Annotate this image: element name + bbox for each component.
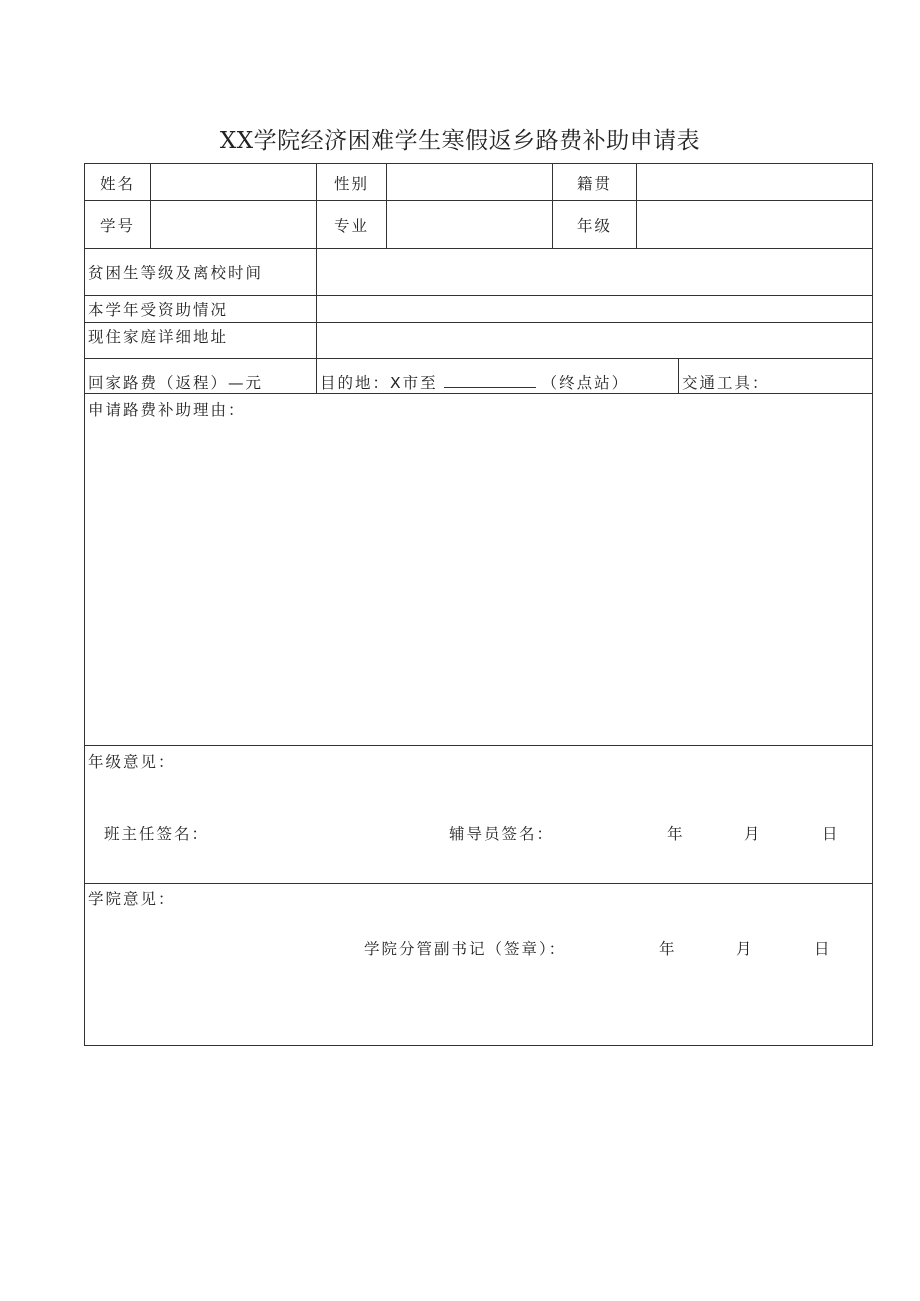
gender-label: 性别 (333, 175, 369, 193)
aid-status-label: 本学年受资助情况 (88, 301, 229, 319)
college-opinion-label: 学院意见： (88, 890, 176, 908)
student-id-label: 学号 (99, 217, 135, 235)
destination-blank[interactable] (444, 373, 536, 388)
aid-status-field[interactable] (317, 296, 872, 322)
gender-field[interactable] (387, 165, 552, 199)
native-place-field[interactable] (637, 165, 872, 199)
college-opinion-year: 年 (659, 940, 677, 958)
column-divider (316, 358, 317, 393)
destination-field[interactable] (320, 371, 629, 393)
name-field[interactable] (151, 165, 316, 199)
grade-label: 年级 (576, 217, 612, 235)
grade-opinion-label: 年级意见： (88, 753, 176, 771)
grade-opinion-year: 年 (667, 825, 685, 843)
application-form (84, 163, 873, 1046)
home-address-field[interactable] (317, 323, 872, 358)
name-label: 姓名 (99, 175, 135, 193)
major-label: 专业 (333, 217, 369, 235)
form-title: XX学院经济困难学生寒假返乡路费补助申请表 (219, 128, 701, 154)
student-id-field[interactable] (151, 201, 316, 247)
poverty-level-label: 贫困生等级及离校时间 (88, 264, 264, 282)
row-divider (85, 883, 872, 884)
grade-opinion-day: 日 (822, 825, 840, 843)
secretary-signature-label: 学院分管副书记（签章）： (364, 940, 567, 958)
column-divider (678, 358, 679, 393)
transport-label: 交通工具： (682, 374, 770, 392)
reason-field[interactable] (86, 420, 871, 742)
destination-prefix: 目的地：X市至 (320, 374, 438, 392)
native-place-label: 籍贯 (576, 175, 612, 193)
poverty-level-field[interactable] (317, 249, 872, 295)
grade-field[interactable] (637, 201, 872, 247)
college-opinion-month: 月 (736, 940, 754, 958)
major-field[interactable] (387, 201, 552, 247)
college-opinion-day: 日 (814, 940, 832, 958)
row-divider (85, 393, 872, 394)
destination-suffix: （终点站） (541, 374, 630, 392)
counselor-signature-label: 辅导员签名： (449, 825, 555, 843)
reason-label: 申请路费补助理由： (88, 401, 246, 419)
row-divider (85, 745, 872, 746)
home-address-label: 现住家庭详细地址 (88, 328, 229, 346)
head-teacher-signature-label: 班主任签名： (104, 825, 210, 843)
travel-fare-label: 回家路费（返程）—元 (88, 374, 264, 392)
grade-opinion-month: 月 (744, 825, 762, 843)
row-divider (85, 358, 872, 359)
